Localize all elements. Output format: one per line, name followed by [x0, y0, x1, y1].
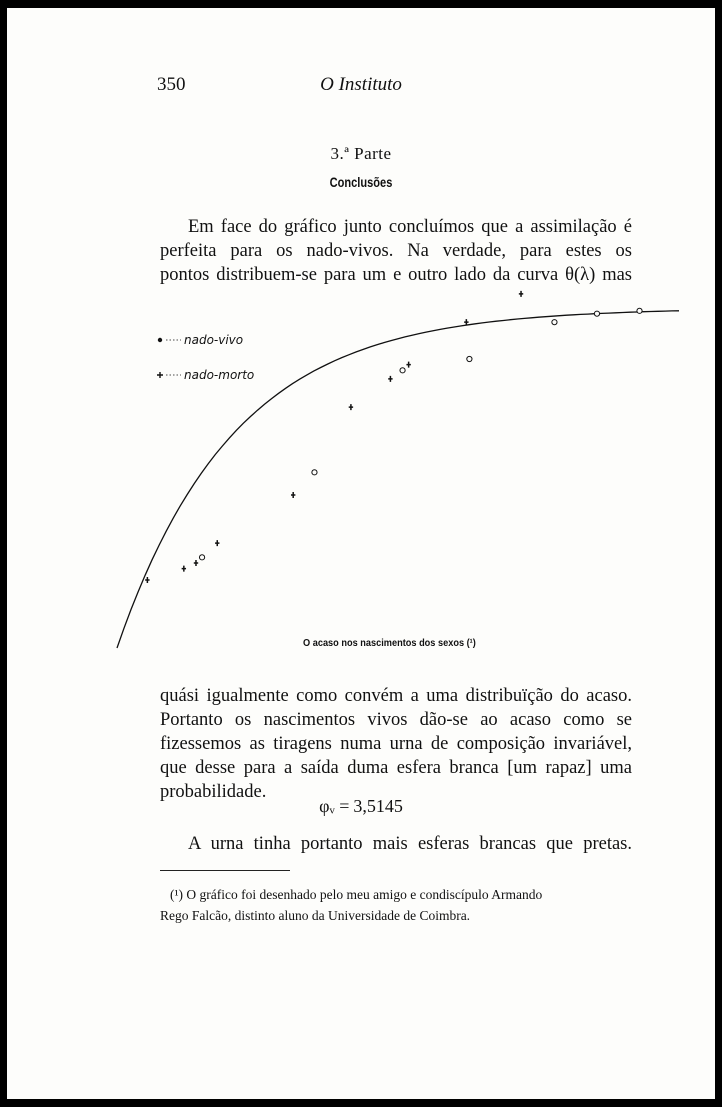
data-point-nado-vivo	[467, 356, 472, 361]
data-point-nado-vivo	[594, 311, 599, 316]
formula	[7, 796, 715, 817]
book-page	[7, 8, 715, 1099]
data-point-nado-morto	[291, 492, 295, 498]
data-point-nado-vivo	[637, 308, 642, 313]
formula-value: 3,5145	[353, 796, 403, 816]
data-point-nado-vivo	[312, 470, 317, 475]
text-line: Portanto os nascimentos vivos dão-se ao acaso como se	[160, 710, 632, 730]
footnote-rule	[160, 870, 290, 871]
part-heading: 3.ª Parte	[330, 144, 392, 163]
legend-marker-nado-morto	[157, 372, 163, 378]
section-heading: Conclusões	[329, 175, 393, 190]
text-line: Em face do gráfico junto concluímos que a assimilação é	[188, 217, 632, 237]
text-line: perfeita para os nado-vivos. Na verdade, para estes os	[160, 241, 632, 261]
data-point-nado-vivo	[552, 320, 557, 325]
legend-label-nado-vivo: nado-vivo	[184, 333, 244, 347]
theta-curve-layer	[117, 311, 679, 648]
data-point-nado-vivo	[400, 368, 405, 373]
footnote	[160, 884, 632, 926]
legend-label-nado-morto: nado-morto	[184, 368, 255, 382]
text-line: quási igualmente como convém a uma distribuïção do acaso.	[160, 686, 632, 706]
text-line: fizessemos as tiragens numa urna de composição invariável,	[160, 734, 632, 754]
final-sentence: A urna tinha portanto mais esferas brancas que pretas.	[188, 834, 632, 854]
data-point-nado-morto	[519, 291, 523, 297]
text-line: pontos distribuem-se para um e outro lado da curva θ(λ) mas	[160, 265, 632, 285]
footnote-line: (¹) O gráfico foi desenhado pelo meu amigo e condiscípulo Armando	[170, 887, 543, 902]
chart-legend	[157, 333, 254, 382]
page-number: 350	[157, 74, 186, 95]
scatter-chart	[7, 8, 715, 688]
conclusion-paragraph	[160, 684, 632, 804]
data-point-nado-morto	[182, 566, 186, 572]
chart-caption: O acaso nos nascimentos dos sexos (¹)	[303, 638, 476, 649]
data-point-nado-morto	[406, 362, 410, 368]
theta-curve	[117, 311, 679, 648]
data-point-nado-morto	[145, 577, 149, 583]
legend-marker-nado-vivo	[158, 338, 162, 342]
text-line: que desse para a saída duma esfera branca [um rapaz] uma	[160, 758, 632, 778]
data-point-nado-morto	[215, 540, 219, 546]
data-point-nado-morto	[349, 404, 353, 410]
text-line: probabilidade.	[160, 782, 267, 802]
journal-title: O Instituto	[320, 74, 402, 95]
footnote-line: Rego Falcão, distinto aluno da Universidade de Coimbra.	[160, 908, 471, 923]
formula-symbol: φᵥ =	[319, 796, 350, 816]
data-point-nado-morto	[388, 376, 392, 382]
data-point-nado-vivo	[199, 555, 204, 560]
data-point-nado-morto	[194, 560, 198, 566]
